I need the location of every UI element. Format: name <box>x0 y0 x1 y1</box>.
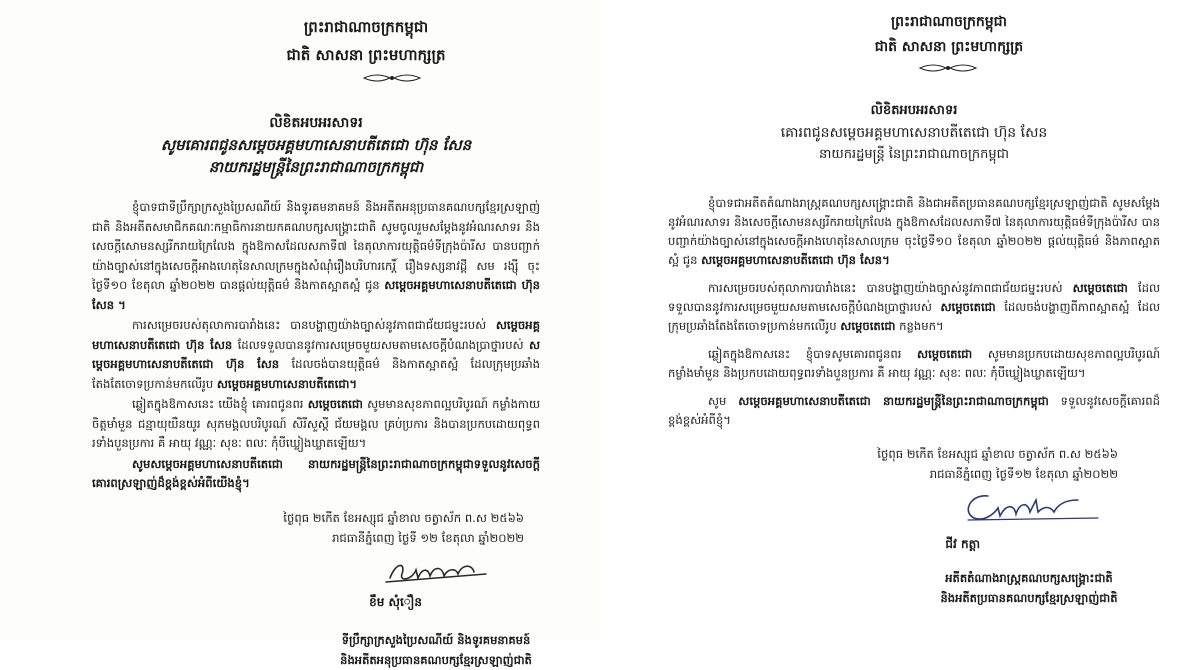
closing-honor: សម្តេចអគ្គមហាសេនាបតីតេជោ នាយករដ្ឋមន្ត្រីនៃព្រះរាជាណាចក្រកម្ពុជា <box>738 394 1049 408</box>
paragraph-2-start: ការសម្រេចរបស់តុលាការបារាំងនេះ បានបង្ហាញយ៉ាងច្បាស់នូវភាពជាជ័យជម្នះរបស់ <box>708 281 1063 295</box>
paragraph-2-honor-3: សម្តេចតេជោ <box>840 319 896 333</box>
signer-name: ខឹម សុំឿន <box>369 594 422 609</box>
closing-paragraph <box>668 392 1160 430</box>
title-line-1: លិខិតអបអរសាទរ <box>870 103 958 118</box>
signer-title-line-1: អតីតតំណាងរាស្ត្រគណបក្សសង្គ្រោះជាតិ <box>945 571 1113 585</box>
signer-title <box>292 630 580 670</box>
signer-name: ជីវ កត្តា <box>945 537 980 551</box>
paragraph-2-end: ដែលចង់បានយុត្តិធម៌ និងកាតស្អាតស្អំ ដែលក្រុមប្រឆាំងតែងតែចោទប្រកាន់មកលើរូប <box>92 357 540 391</box>
paragraph-2-honor-3: សម្តេចអគ្គមហាសេនាបតីតេជោ។ <box>216 376 358 391</box>
paragraph-2-honor-1: សម្តេចតេជោ <box>1072 281 1128 295</box>
signer-title-line-1: ទីប្រឹក្សាក្រសួងប្រៃសណីយ៍ និងទូរគមនាគមន៍ <box>341 632 531 647</box>
paragraph-3 <box>668 345 1160 383</box>
letter-body <box>668 194 1160 430</box>
right-letter <box>604 0 1200 640</box>
paragraph-2-start: ការសម្រេចរបស់តុលាការបារាំងនេះ បានបង្ហាញយ៉ាងច្បាស់នូវភាពជាជ័យជម្នះរបស់ <box>132 318 487 332</box>
paragraph-1-honor: សម្តេចអគ្គមហាសេនាបតីតេជោ ហ៊ុន សែន ។ <box>92 278 540 312</box>
letter-title <box>92 112 540 178</box>
title-line-3: នាយករដ្ឋមន្ត្រីនៃព្រះរាជាណាចក្រកម្ពុជា <box>208 158 424 176</box>
solar-date: រាជធានីភ្នំពេញ ថ្ងៃទី ១២ ខែតុលា ឆ្នាំ២០២២ <box>332 530 524 545</box>
paragraph-1-text: ខ្ញុំបាទជាទីប្រឹក្សាក្រសួងប្រៃសណីយ៍ និងទូរគមនាគមន៍ និងអតីតអនុប្រធានគណបក្សខ្មែរស្រឡាញ់ជាតិ និងអតីតសមាជិកគណៈកម្មាធិការនាយកគណបក្សសង្គ្រោះជាតិ សូមចូលរួមសម្តែងនូវអំណរសាទរ និងសេចក្តីសោមនស្សរីករាយក្រៃលែង ក្នុងឱកាសដែលសភាទី៧ នៃតុលាការយុត្តិធម៌ទីក្រុងប៉ារីស បានបញ្ជាក់យ៉ាងច្បាស់នៅក្នុងសេចក្តីអាងហេតុនៃសាលក្រមក្នុងសំណុំរឿងបរិហារកេរ្តិ៍ រឿងទស្សនាវដ្តី សម រង្ស៊ី ចុះថ្ងៃទី១០ ខែតុលា ឆ្នាំ២០២២ បានផ្តល់យុត្តិធម៌ និងកាតស្អាតស្អំ ជូន <box>92 200 540 292</box>
lunar-date: ថ្ងៃពុធ ២កើត ខែអស្សុជ ឆ្នាំខាល ចត្វាស័ក ព.ស ២៥៦៦ <box>283 510 524 525</box>
solar-date: រាជធានីភ្នំពេញ ថ្ងៃទី១២ ខែតុលា ឆ្នាំ២០២២ <box>929 467 1118 481</box>
signature-left-icon <box>382 556 492 590</box>
signature-right-icon <box>958 488 1108 528</box>
signer-title-line-2: និងអតីតប្រធានគណបក្សខ្មែរស្រឡាញ់ជាតិ <box>940 591 1118 605</box>
paragraph-2-honor-2: សម្តេចអគ្គមហាសេនាបតីតេជោ ហ៊ុន សែន <box>92 337 541 371</box>
paragraph-2-end: ដែលចង់បង្ហាញពីភាពស្អាតស្អំ ដែលក្រុមប្រឆាំងតែងតែចោទប្រកាន់មកលើរូប <box>668 300 1160 333</box>
title-line-3: នាយករដ្ឋមន្ត្រី នៃព្រះរាជាណាចក្រកម្ពុជា <box>819 147 1009 162</box>
paragraph-2 <box>92 316 540 394</box>
paragraph-3-honor: សម្តេចតេជោ <box>917 347 973 361</box>
date-block <box>92 508 540 548</box>
date-block <box>668 444 1160 484</box>
title-line-2: សូមគោរពជូនសម្តេចអគ្គមហាសេនាបតីតេជោ ហ៊ុន សែន <box>160 136 472 154</box>
national-motto: ជាតិ សាសនា ព្រះមហាក្សត្រ <box>874 39 1024 55</box>
paragraph-2 <box>668 279 1160 336</box>
kingdom-heading: ព្រះរាជាណាចក្រកម្ពុជា <box>890 14 1007 30</box>
paragraph-2-honor-1: សម្តេចអគ្គមហាសេនាបតីតេជោ ហ៊ុន សែន <box>92 318 540 352</box>
paragraph-2-mid: ដែលទទួលបាននូវការសម្រេចមួយសមតាមសេចក្តីបំណងប្រាថ្នារបស់ <box>668 281 1161 314</box>
paragraph-3-start: ឆ្លៀតក្នុងឱកាសនេះ យើងខ្ញុំ គោរពជូនពរ <box>132 397 304 411</box>
paragraph-1-text: ខ្ញុំបាទជាអតីតតំណាងរាស្ត្រគណបក្សសង្គ្រោះជាតិ និងជាអតីតប្រធានគណបក្សខ្មែរស្រឡាញ់ជាតិ សូមសម្តែងនូវអំណរសាទរ និងសេចក្តីសោមនស្សរីករាយក្រៃលែង ក្នុងឱកាសដែលសភាទី៧ នៃតុលាការយុត្តិធម៌ទីក្រុងប៉ារីស បានបញ្ជាក់យ៉ាងច្បាស់នៅក្នុងសេចក្តីអាងហេតុនៃសាលក្រម ចុះថ្ងៃទី១០ ខែតុលា ឆ្នាំ២០២២ ផ្តល់យុត្តិធម៌ និងភាពស្អាតស្អំ ជូន <box>668 196 1160 267</box>
closing-start: សូម <box>708 394 727 408</box>
paragraph-3 <box>92 395 540 454</box>
title-line-2: គោរពជូនសម្តេចអគ្គមហាសេនាបតីតេជោ ហ៊ុន សែន <box>780 125 1048 141</box>
paragraph-3-end: សូមមានសុខភាពល្អបរិបូរណ៍ កម្លាំងកាយចិត្តមាំមួន ជន្មាយុយឺនយូរ សុភមង្គលបរិបូរណ៍ សិរីសួស្តី ជ័យមង្គល គ្រប់ប្រការ និងបានប្រកបដោយពុទ្ធពរទាំងបួនប្រការ គឺ អាយុ វណ្ណៈ សុខៈ ពលៈ កុំបីឃ្លៀងឃ្លាតឡើយ។ <box>92 397 541 450</box>
lunar-date: ថ្ងៃពុធ ២កើត ខែអស្សុជ ឆ្នាំខាល ចត្វាស័ក ព.ស ២៥៦៦ <box>877 447 1118 461</box>
letter-title <box>668 100 1160 166</box>
national-motto: ជាតិ សាសនា ព្រះមហាក្សត្រ <box>286 46 446 64</box>
signer-title-line-2: និងអតីតអនុប្រធានគណបក្សខ្មែរស្រឡាញ់ជាតិ <box>340 652 532 667</box>
paragraph-2-honor-2: សម្តេចតេជោ <box>940 300 996 314</box>
paragraph-1-honor: សម្តេចអគ្គមហាសេនាបតីតេជោ ហ៊ុន សែន។ <box>701 253 890 267</box>
ornament-divider-icon <box>362 72 422 84</box>
letter-body <box>92 198 540 494</box>
title-line-1: លិខិតអបអរសាទរ <box>269 115 363 131</box>
paragraph-3-honor: សម្តេចតេជោ <box>307 397 363 411</box>
left-letter <box>0 0 600 667</box>
paragraph-2-mid: ដែលទទួលបាននូវការសម្រេចមួយសមតាមសេចក្តីបំណងប្រាថ្នារបស់ <box>237 337 524 352</box>
closing-text: សូមសម្តេចអគ្គមហាសេនាបតីតេជោ នាយករដ្ឋមន្ត្រីនៃព្រះរាជាណាចក្រកម្ពុជាទទួលនូវសេចក្តីគោរពស្រឡាញ់ដ៏ខ្ពង់ខ្ពស់អំពីយើងខ្ញុំ។ <box>92 456 540 490</box>
paragraph-2-tail: កន្លងមក។ <box>899 319 944 333</box>
ornament-divider-icon <box>918 62 978 74</box>
paragraph-1 <box>92 198 540 315</box>
paragraph-3-end: សូមមានប្រកបដោយសុខភាពល្អបរិបូរណ៍ កម្លាំងមាំមួន និងប្រកបដោយពុទ្ធពរទាំងបួនប្រការ គឺ អាយុ វណ្ណៈ សុខៈ ពលៈ កុំបីឃ្លៀងឃ្លាតឡើយ។ <box>668 347 1160 380</box>
kingdom-heading: ព្រះរាជាណាចក្រកម្ពុជា <box>303 18 429 36</box>
signer-title <box>888 568 1170 608</box>
paragraph-1 <box>668 194 1160 270</box>
paragraph-3-start: ឆ្លៀតក្នុងឱកាសនេះ ខ្ញុំបាទសូមគោរពជូនពរ <box>708 347 902 361</box>
closing-paragraph <box>92 455 540 494</box>
closing-end: ទទួលនូវសេចក្តីគោរពដ៏ខ្ពង់ខ្ពស់អំពីខ្ញុំ។ <box>668 394 1161 427</box>
